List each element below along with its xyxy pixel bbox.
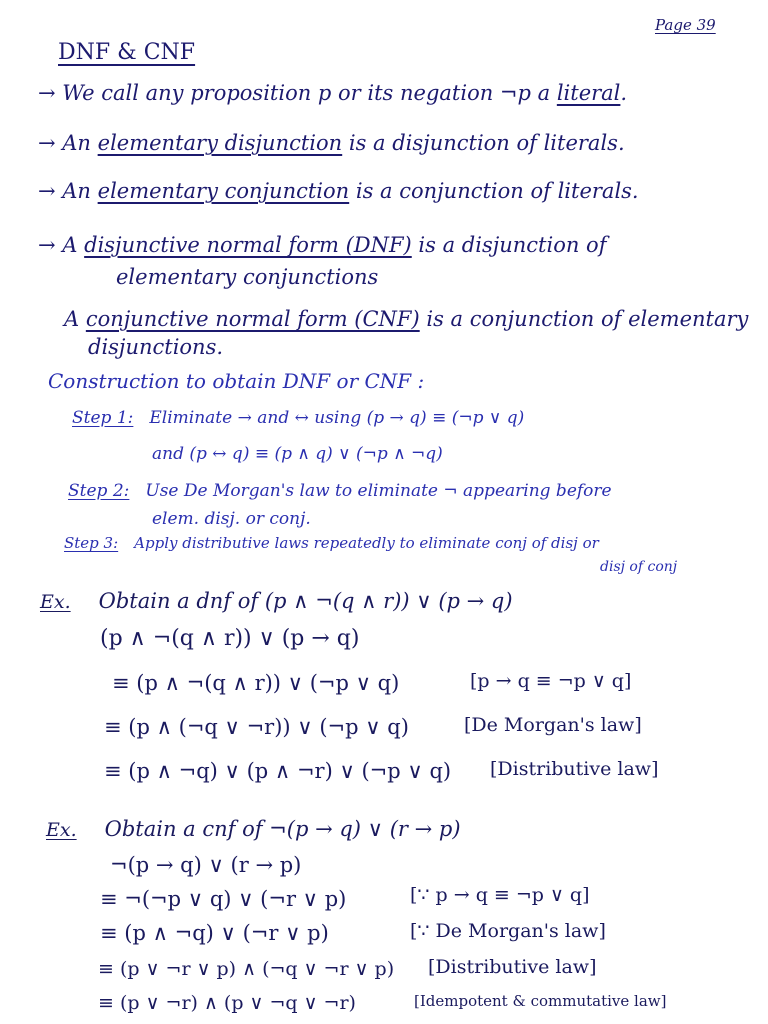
- example-1-step: ≡ (p ∧ ¬q) ∨ (p ∧ ¬r) ∨ (¬p ∨ q): [104, 759, 452, 783]
- example-2-prompt: Ex. Obtain a cnf of ¬(p → q) ∨ (r → p): [46, 817, 461, 841]
- example-2-step: ≡ (p ∨ ¬r ∨ p) ∧ (¬q ∨ ¬r ∨ p): [98, 958, 395, 980]
- definition-dnf: → A disjunctive normal form (DNF) is a disjunction of: [38, 233, 607, 257]
- example-1-step: (p ∧ ¬(q ∧ r)) ∨ (p → q): [100, 626, 360, 651]
- example-2-reason: [Distributive law]: [428, 956, 597, 978]
- definition-dnf-continued: elementary conjunctions: [116, 265, 379, 289]
- definition-elementary-disjunction: → An elementary disjunction is a disjunction of literals.: [38, 131, 625, 155]
- step-1: Step 1: Eliminate → and ↔ using (p → q) ≡ (¬p ∨ q): [72, 408, 525, 428]
- example-2-reason: [Idempotent & commutative law]: [414, 992, 667, 1010]
- example-2-reason: [∵ De Morgan's law]: [410, 920, 606, 942]
- example-2-step: ¬(p → q) ∨ (r → p): [110, 853, 302, 877]
- page-number: Page 39: [655, 16, 716, 34]
- definition-elementary-conjunction: → An elementary conjunction is a conjunction of literals.: [38, 179, 639, 203]
- step-3: Step 3: Apply distributive laws repeatedly to eliminate conj of disj or: [64, 534, 599, 552]
- example-2-step: ≡ ¬(¬p ∨ q) ∨ (¬r ∨ p): [100, 887, 347, 911]
- definition-literal: → We call any proposition p or its negation ¬p a literal.: [38, 81, 628, 105]
- step-1-continued: and (p ↔ q) ≡ (p ∧ q) ∨ (¬p ∧ ¬q): [152, 444, 443, 464]
- example-2-step: ≡ (p ∧ ¬q) ∨ (¬r ∨ p): [100, 921, 329, 945]
- step-3-continued: disj of conj: [600, 559, 678, 575]
- example-1-reason: [p → q ≡ ¬p ∨ q]: [470, 670, 632, 692]
- example-2-reason: [∵ p → q ≡ ¬p ∨ q]: [410, 884, 590, 906]
- example-1-prompt: Ex. Obtain a dnf of (p ∧ ¬(q ∧ r)) ∨ (p → q): [40, 589, 513, 613]
- construction-heading: Construction to obtain DNF or CNF :: [48, 369, 425, 393]
- example-1-reason: [De Morgan's law]: [464, 714, 642, 736]
- definition-cnf: A conjunctive normal form (CNF) is a conjunction of elementary: [64, 307, 749, 331]
- step-2-continued: elem. disj. or conj.: [152, 509, 311, 529]
- step-2: Step 2: Use De Morgan's law to eliminate ¬ appearing before: [68, 481, 612, 501]
- definition-cnf-continued: disjunctions.: [88, 335, 224, 359]
- example-1-reason: [Distributive law]: [490, 758, 659, 780]
- example-2-step: ≡ (p ∨ ¬r) ∧ (p ∨ ¬q ∨ ¬r): [98, 992, 356, 1014]
- example-1-step: ≡ (p ∧ (¬q ∨ ¬r)) ∨ (¬p ∨ q): [104, 715, 409, 739]
- page-title: DNF & CNF: [58, 40, 196, 65]
- example-1-step: ≡ (p ∧ ¬(q ∧ r)) ∨ (¬p ∨ q): [112, 671, 400, 695]
